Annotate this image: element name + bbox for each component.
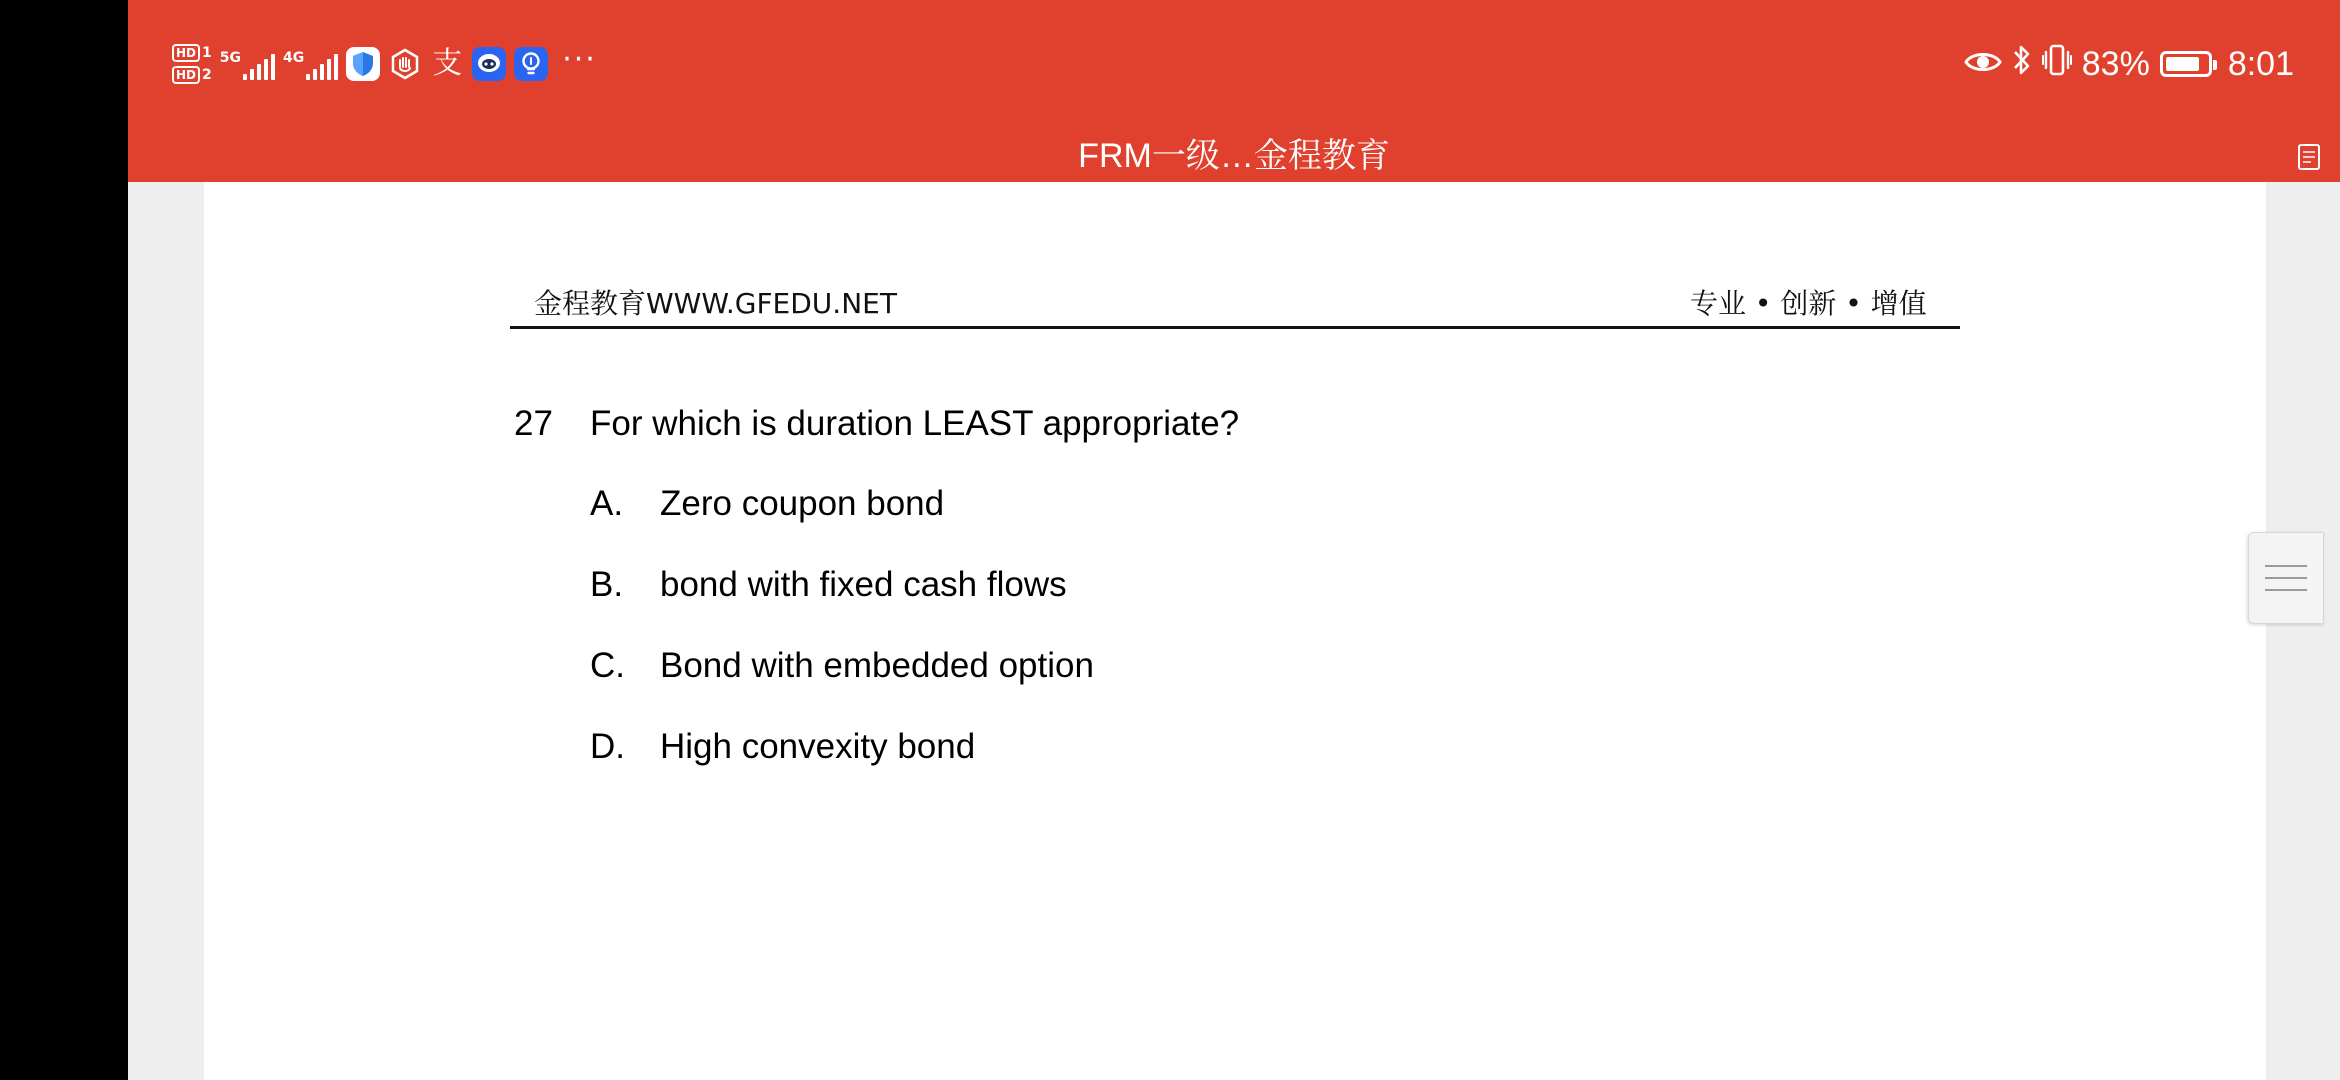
status-bar-left — [172, 36, 597, 92]
clock: 8:01 — [2227, 44, 2294, 83]
sim-number: 2 — [202, 67, 212, 83]
vibrate-icon — [2042, 43, 2072, 86]
question-text: For which is duration LEAST appropriate? — [590, 404, 1240, 443]
option-letter: D. — [590, 727, 625, 766]
answer-options — [590, 484, 1094, 808]
question-number: 27 — [514, 404, 553, 443]
signal-5g — [220, 44, 275, 84]
option-text: Bond with embedded option — [660, 646, 1094, 685]
page-header-right: 专业 • 创新 • 增值 — [1690, 287, 1927, 320]
page-header-left: 金程教育WWW.GFEDU.NET — [534, 287, 897, 320]
shield-icon — [346, 47, 380, 81]
battery-fill — [2166, 57, 2199, 71]
network-generation: 5G — [219, 50, 241, 66]
alipay-icon — [430, 47, 464, 81]
signal-bars-icon — [306, 52, 338, 80]
screen — [128, 0, 2340, 1080]
hd-indicators — [172, 44, 212, 84]
top-bar — [128, 0, 2340, 182]
option-text: bond with fixed cash flows — [660, 565, 1067, 604]
option-letter: A. — [590, 484, 624, 523]
option-c — [590, 646, 1094, 727]
battery-icon — [2160, 51, 2212, 77]
document-page[interactable] — [204, 182, 2266, 1080]
sim-number: 1 — [202, 45, 212, 61]
option-text: Zero coupon bond — [660, 484, 945, 523]
option-text: High convexity bond — [660, 727, 976, 766]
hd-sim2-indicator — [172, 66, 212, 84]
menu-icon[interactable] — [2248, 532, 2324, 624]
status-bar-right — [1964, 36, 2294, 92]
question — [514, 404, 1239, 444]
document-icon[interactable] — [2296, 142, 2322, 172]
hd-label: HD — [172, 66, 200, 84]
option-letter: C. — [590, 646, 625, 685]
hd-sim1-indicator — [172, 44, 212, 62]
hd-label: HD — [172, 44, 200, 62]
option-a — [590, 484, 1094, 565]
hand-icon — [388, 47, 422, 81]
header-divider — [510, 326, 1960, 329]
battery-percent: 83% — [2081, 44, 2150, 83]
option-d — [590, 727, 1094, 808]
network-generation: 4G — [283, 50, 305, 66]
more-notifications-icon: ··· — [562, 41, 597, 77]
signal-4g — [283, 44, 338, 84]
bulb-icon — [514, 47, 548, 81]
option-b — [590, 565, 1094, 646]
option-letter: B. — [590, 565, 624, 604]
eye-icon — [1964, 45, 2002, 84]
signal-bars-icon — [243, 52, 275, 80]
document-title: FRM一级…金程教育 — [1078, 137, 1390, 175]
chat-bot-icon — [472, 47, 506, 81]
alipay-glyph: 支 — [432, 46, 463, 81]
bluetooth-icon — [2012, 43, 2032, 86]
